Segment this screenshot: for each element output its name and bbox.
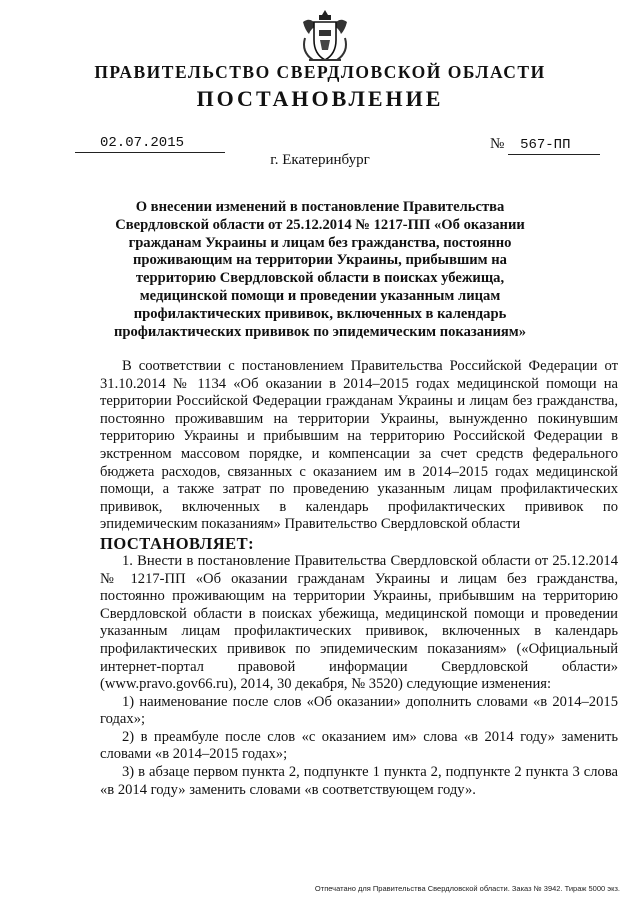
subitem-3: 3) в абзаце первом пункта 2, подпункте 1 пункта 2, подпункте 2 пункта 3 слова «в 2014 году» заменить словами «в соответствующем году». (100, 764, 618, 798)
document-date: 02.07.2015 (75, 136, 225, 153)
city: г. Екатеринбург (270, 152, 370, 168)
preamble: В соответствии с постановлением Правительства Российской Федерации от 31.10.2014 № 1134 «Об оказании в 2014–2015 годах медицинской помощи на территории Российской Федерации гражданам Украины и лицам без гражданства, постоянно проживавшим на территории Украины, вынужденно покинувшим территорию Украины и прибывшим на территорию Российской Федерации в экстренном массовом порядке, и компенсации за счет средств федерального бюджета расходов, связанных с оказанием им в 2014–2015 годах медицинской помощи, а также затрат по проведению указанным лицам профилактических прививок, включенных в календарь профилактических прививок по эпидемическим показаниям» Правительство Свердловской области (100, 358, 618, 533)
government-name: ПРАВИТЕЛЬСТВО СВЕРДЛОВСКОЙ ОБЛАСТИ (94, 62, 546, 82)
coat-of-arms-emblem (295, 8, 355, 68)
document-type: ПОСТАНОВЛЕНИЕ (196, 86, 444, 111)
number-sign: № (490, 136, 505, 152)
subitem-2: 2) в преамбуле после слов «с оказанием им» слова «в 2014 году» заменить словами «в 2014–2015 годах»; (100, 728, 618, 763)
item-1: 1. Внести в постановление Правительства Свердловской области от 25.12.2014 № 1217-ПП «Об оказании гражданам Украины и лицам без гражданства, постоянно проживающим на территории Украины, прибывшим на территорию Свердловской области в поисках убежища, медицинской помощи и проведении указанным лицам профилактических прививок, включенных в календарь профилактических прививок по эпидемическим показаниям» («Официальный интернет-портал правовой информации Свердловской области» (www.pravo.gov66.ru), 2014, 30 декабря, № 3520) следующие изменения: (100, 552, 618, 693)
document-title: О внесении изменений в постановление Правительства Свердловской области от 25.12.2014 № 1217-ПП «Об оказании гражданам Украины и лицам без гражданства, постоянно проживающим на территории Украины, прибывшим на территорию Свердловской области в поисках убежища, медицинской помощи и проведении указанным лицам профилактических прививок, включенных в календарь профилактических прививок по эпидемическим показаниям» (113, 199, 527, 340)
subitem-1: 1) наименование после слов «Об оказании» дополнить словами «в 2014–2015 годах»; (100, 693, 618, 728)
print-footer: Отпечатано для Правительства Свердловской области. Заказ № 3942. Тираж 5000 экз. (314, 884, 620, 893)
document-number: 567-ПП (508, 138, 600, 155)
document-body (100, 358, 618, 799)
decree-word: ПОСТАНОВЛЯЕТ: (100, 533, 255, 553)
